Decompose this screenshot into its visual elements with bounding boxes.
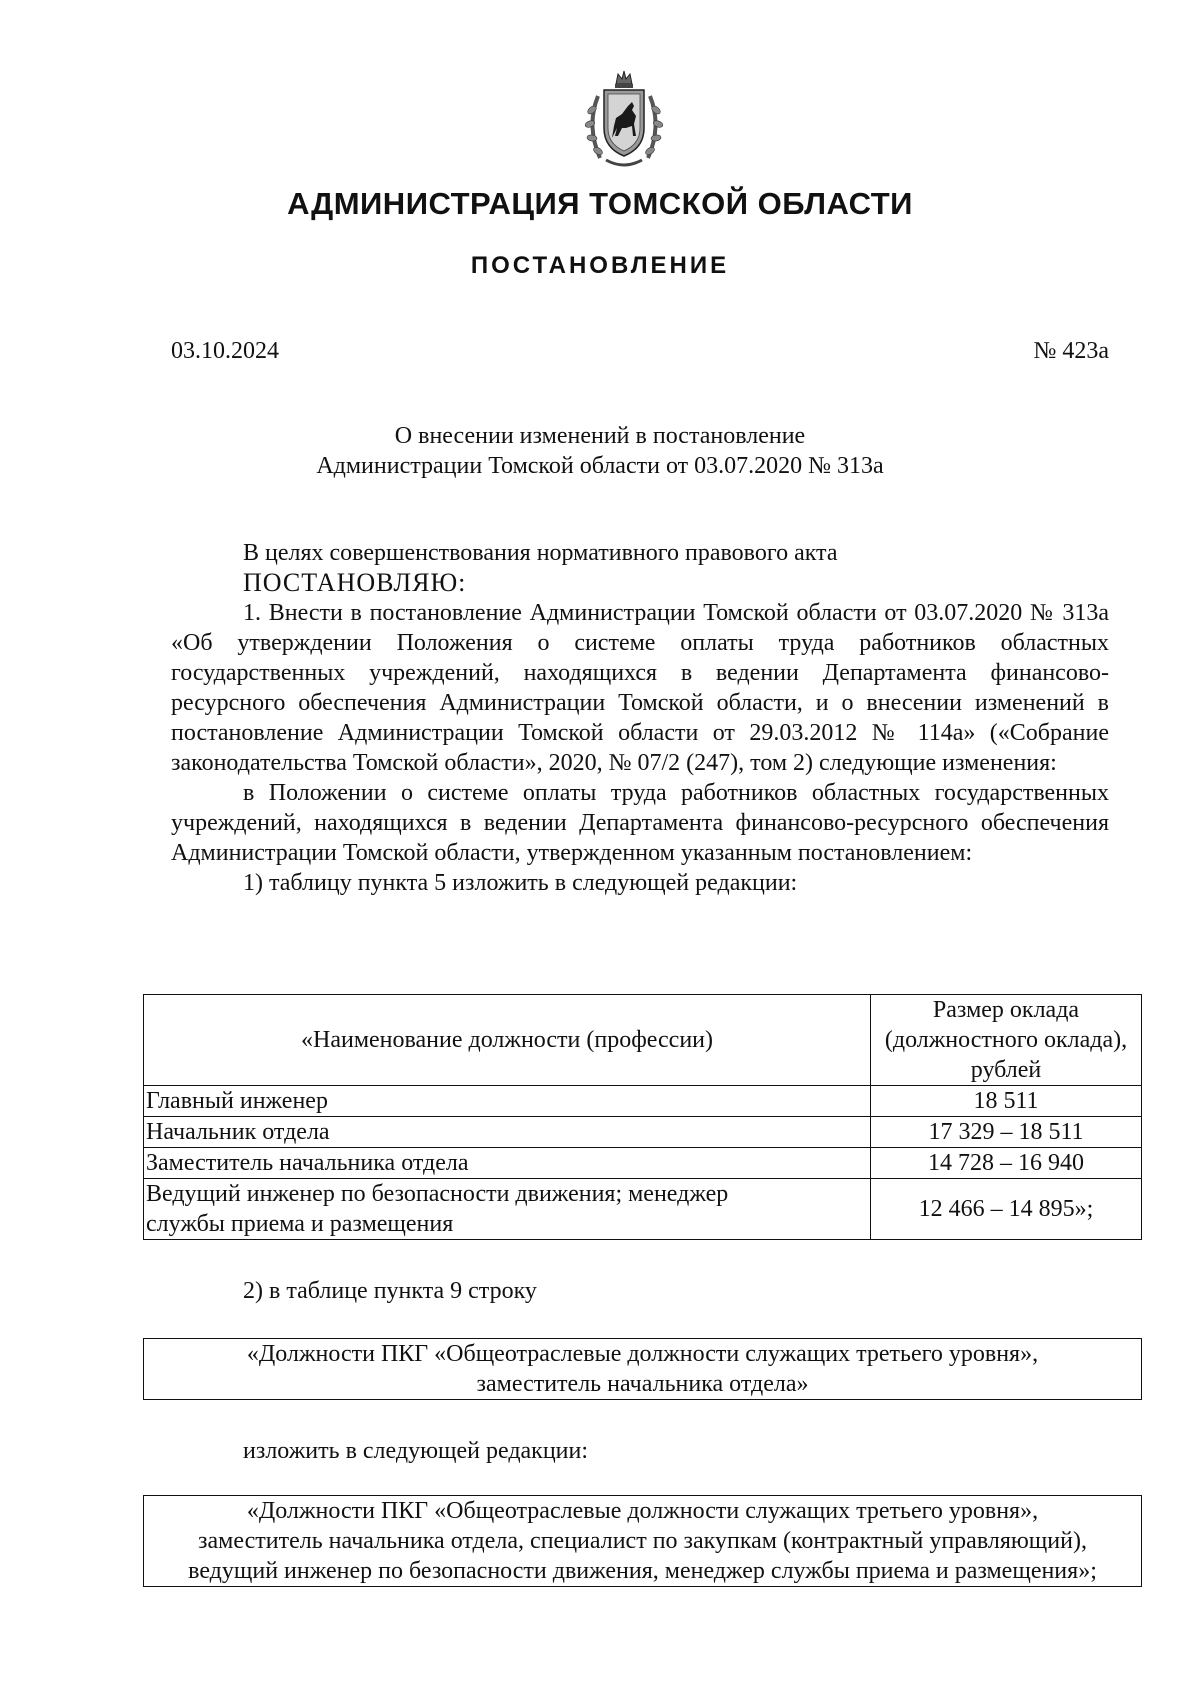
table-row — [144, 1117, 1142, 1148]
resolve-heading: ПОСТАНОВЛЯЮ: — [243, 568, 467, 597]
item-1-sub-paragraph: в Положении о системе оплаты труда работников областных государственных учреждений, находящихся в ведении Департамента финансово-ресурсного обеспечения Администрации Томской области, утвержденном указанным постановлением: — [171, 780, 1109, 866]
document-date: 03.10.2024 — [171, 338, 279, 364]
intro-paragraph: В целях совершенствования нормативного правового акта — [243, 540, 838, 566]
document-type: ПОСТАНОВЛЕНИЕ — [470, 252, 730, 279]
header-salary-line-1: Размер оклада — [932, 997, 1080, 1023]
organization-title: АДМИНИСТРАЦИЯ ТОМСКОЙ ОБЛАСТИ — [287, 186, 913, 221]
position-name-line-1: Ведущий инженер по безопасности движения; менеджер — [146, 1181, 729, 1207]
old-row-line-2: заместитель начальника отдела» — [476, 1371, 809, 1397]
salary-value: 14 728 – 16 940 — [871, 1148, 1142, 1179]
new-row-box — [143, 1495, 1142, 1587]
header-salary-line-3: рублей — [970, 1057, 1042, 1083]
coat-of-arms-emblem — [578, 66, 670, 174]
document-number: № 423а — [1033, 338, 1109, 364]
old-row-line-1: «Должности ПКГ «Общеотраслевые должности служащих третьего уровня», — [246, 1341, 1039, 1367]
new-row-line-3: ведущий инженер по безопасности движения, менеджер службы приема и размещения»; — [188, 1558, 1097, 1584]
document-subject — [0, 421, 1200, 481]
table-header-row — [144, 995, 1142, 1086]
salary-value: 18 511 — [871, 1086, 1142, 1117]
header-salary-line-2: (должностного оклада), — [884, 1027, 1128, 1053]
subitem-3-paragraph: изложить в следующей редакции: — [243, 1438, 589, 1464]
new-row-line-2: заместитель начальника отдела, специалист по закупкам (контрактный управляющий), — [198, 1528, 1087, 1554]
position-name: Начальник отдела — [144, 1117, 871, 1148]
subject-line-2: Администрации Томской области от 03.07.2020 № 313а — [316, 453, 884, 479]
position-name: Заместитель начальника отдела — [144, 1148, 871, 1179]
table-row — [144, 1179, 1142, 1240]
subitem-2-paragraph: 2) в таблице пункта 9 строку — [243, 1278, 537, 1304]
item-1-paragraph: 1. Внести в постановление Администрации Томской области от 03.07.2020 № 313а «Об утверждении Положения о системе оплаты труда работников областных государственных учреждений, находящихся в ведении Департамента финансово-ресурсного обеспечения Администрации Томской области, и о внесении изменений в постановление Администрации Томской области от 29.03.2012 № 114а» («Собрание законодательства Томской области», 2020, № 07/2 (247), том 2) следующие изменения: — [171, 600, 1109, 776]
header-position-name: «Наименование должности (профессии) — [144, 995, 871, 1086]
position-name: Главный инженер — [144, 1086, 871, 1117]
table-row — [144, 1086, 1142, 1117]
old-row-box — [143, 1338, 1142, 1400]
subitem-1-paragraph: 1) таблицу пункта 5 изложить в следующей редакции: — [243, 870, 798, 896]
table-row — [144, 1148, 1142, 1179]
salary-table — [143, 994, 1142, 1240]
header-salary — [871, 995, 1142, 1086]
new-row-line-1: «Должности ПКГ «Общеотраслевые должности служащих третьего уровня», — [246, 1498, 1039, 1524]
salary-value: 17 329 – 18 511 — [871, 1117, 1142, 1148]
position-name — [144, 1179, 871, 1240]
document-body — [171, 538, 1109, 898]
position-name-line-2: службы приема и размещения — [146, 1211, 454, 1237]
subject-line-1: О внесении изменений в постановление — [394, 423, 806, 449]
salary-value: 12 466 – 14 895»; — [871, 1179, 1142, 1240]
